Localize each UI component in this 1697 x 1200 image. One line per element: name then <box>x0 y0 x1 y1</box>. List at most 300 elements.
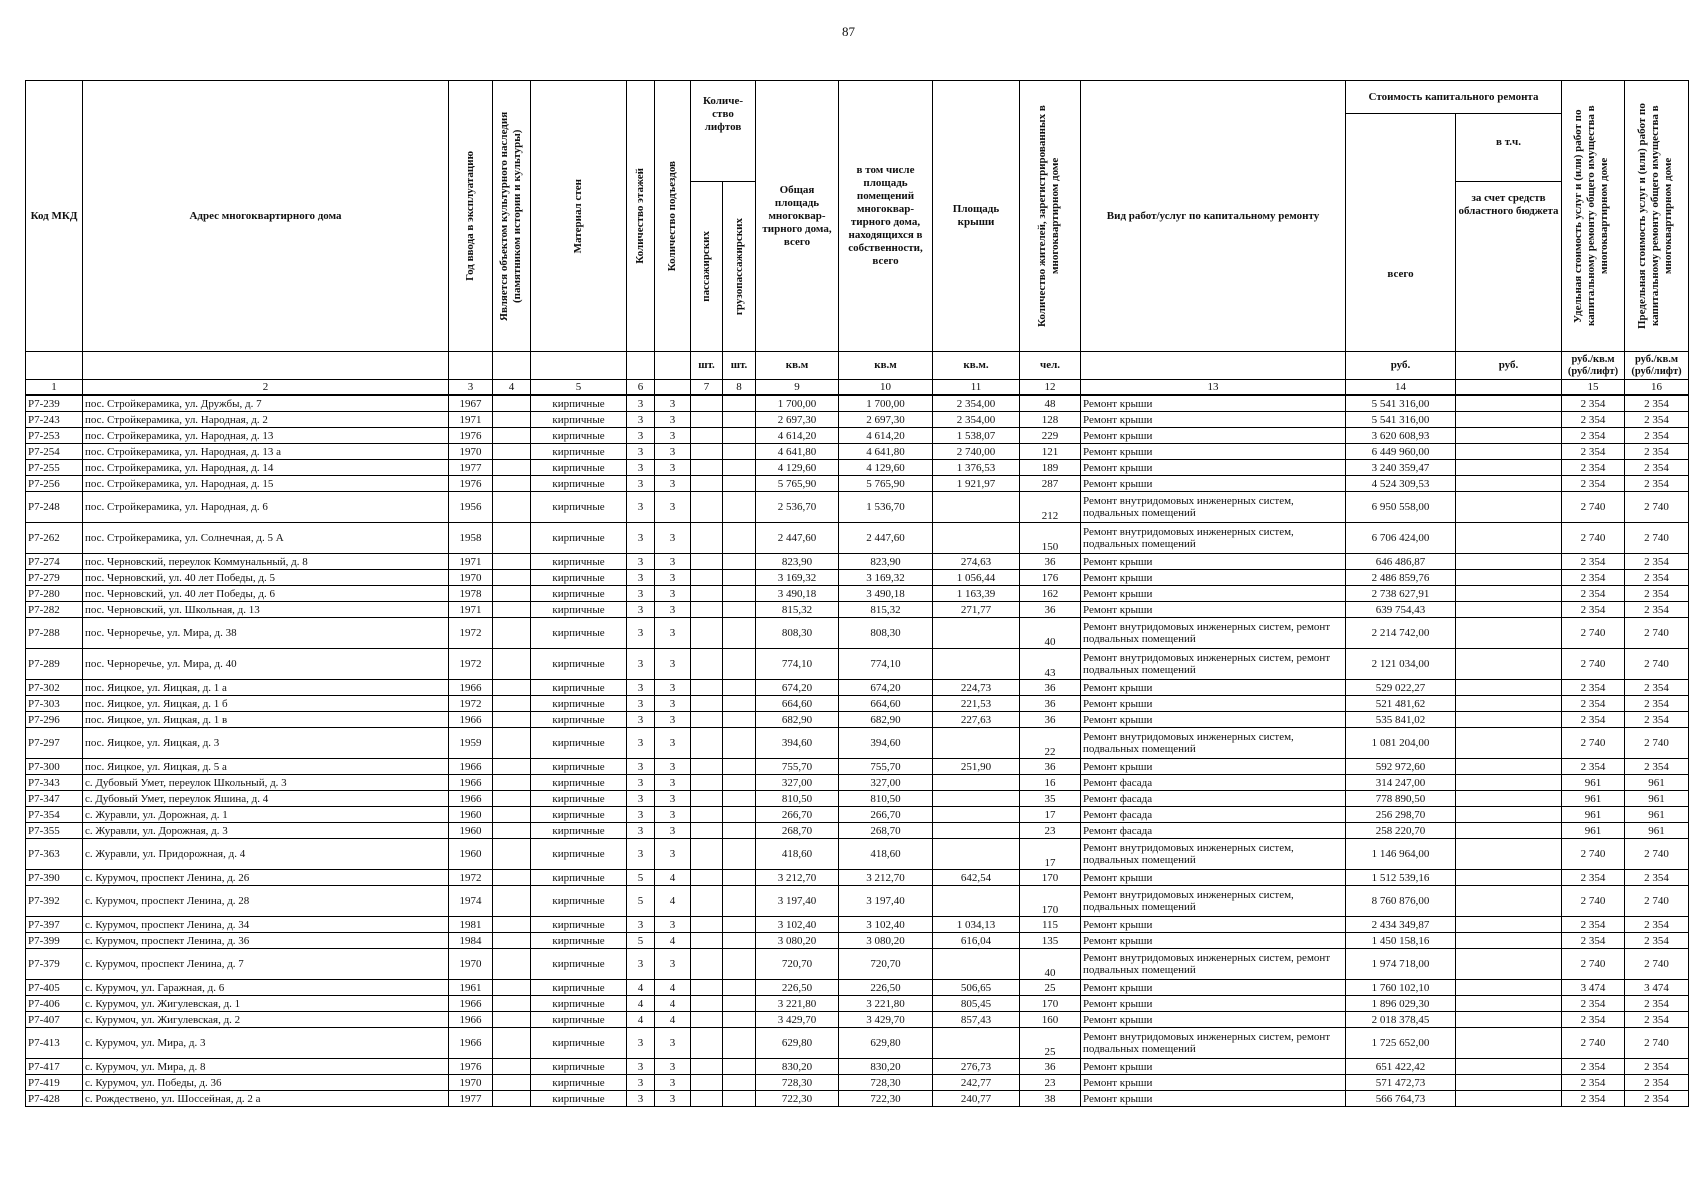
cell-entrances: 3 <box>655 759 691 775</box>
cell-work-type: Ремонт крыши <box>1081 759 1346 775</box>
table-row <box>26 870 1689 886</box>
cell-max-cost: 2 740 <box>1625 839 1689 870</box>
cell-floors: 3 <box>627 680 655 696</box>
table-row <box>26 649 1689 680</box>
cell-code: Р7-302 <box>26 680 83 696</box>
cell-address: пос. Яицкое, ул. Яицкая, д. 1 в <box>83 712 449 728</box>
cell-work-type: Ремонт внутридомовых инженерных систем, подвальных помещений <box>1081 523 1346 554</box>
cell-lifts-pass <box>691 712 723 728</box>
cell-heritage <box>493 412 531 428</box>
cell-address: с. Курумоч, ул. Жигулевская, д. 1 <box>83 996 449 1012</box>
cell-residents: 115 <box>1020 917 1081 933</box>
cell-lifts-pass <box>691 1059 723 1075</box>
cell-roof-area: 2 740,00 <box>933 444 1020 460</box>
cell-cost-regional <box>1456 870 1562 886</box>
cell-owned-area: 3 221,80 <box>839 996 933 1012</box>
cell-unit-cost: 2 354 <box>1562 460 1625 476</box>
cell-lifts-pass <box>691 886 723 917</box>
cell-address: пос. Яицкое, ул. Яицкая, д. 5 а <box>83 759 449 775</box>
cell-year: 1972 <box>449 618 493 649</box>
cell-address: пос. Черновский, ул. Школьная, д. 13 <box>83 602 449 618</box>
cell-heritage <box>493 649 531 680</box>
cell-floors: 3 <box>627 696 655 712</box>
cell-floors: 3 <box>627 791 655 807</box>
cell-material: кирпичные <box>531 696 627 712</box>
cell-max-cost: 2 354 <box>1625 570 1689 586</box>
cell-unit-cost: 2 354 <box>1562 1059 1625 1075</box>
cell-cost-total: 1 896 029,30 <box>1346 996 1456 1012</box>
cell-work-type: Ремонт крыши <box>1081 586 1346 602</box>
cell-year: 1976 <box>449 428 493 444</box>
table-row <box>26 570 1689 586</box>
cell-roof-area: 1 034,13 <box>933 917 1020 933</box>
cell-total-area: 2 697,30 <box>756 412 839 428</box>
cell-unit-cost: 2 354 <box>1562 933 1625 949</box>
cell-lifts-pass <box>691 1012 723 1028</box>
cell-total-area: 4 614,20 <box>756 428 839 444</box>
table-row <box>26 1059 1689 1075</box>
table-row <box>26 444 1689 460</box>
cell-roof-area: 221,53 <box>933 696 1020 712</box>
cell-cost-total: 1 450 158,16 <box>1346 933 1456 949</box>
table-row <box>26 460 1689 476</box>
header-address: Адрес многоквартирного дома <box>83 81 449 352</box>
cell-year: 1960 <box>449 839 493 870</box>
cell-heritage <box>493 996 531 1012</box>
cell-year: 1966 <box>449 791 493 807</box>
cell-entrances: 3 <box>655 791 691 807</box>
cell-total-area: 268,70 <box>756 823 839 839</box>
cell-address: с. Рождествено, ул. Шоссейная, д. 2 а <box>83 1091 449 1107</box>
cell-heritage <box>493 791 531 807</box>
cell-address: с. Курумоч, ул. Мира, д. 8 <box>83 1059 449 1075</box>
cell-total-area: 823,90 <box>756 554 839 570</box>
cell-residents: 17 <box>1020 839 1081 870</box>
cell-entrances: 4 <box>655 1012 691 1028</box>
cell-address: с. Дубовый Умет, переулок Школьный, д. 3 <box>83 775 449 791</box>
cell-heritage <box>493 492 531 523</box>
cell-cost-regional <box>1456 933 1562 949</box>
cell-lifts-cargo <box>723 807 756 823</box>
cell-cost-total: 4 524 309,53 <box>1346 476 1456 492</box>
cell-total-area: 2 536,70 <box>756 492 839 523</box>
header-residents: Количество жителей, зарегистрированных в многоквартирном доме <box>1036 105 1061 327</box>
cell-lifts-pass <box>691 444 723 460</box>
cell-lifts-cargo <box>723 917 756 933</box>
cell-floors: 3 <box>627 428 655 444</box>
cell-total-area: 394,60 <box>756 728 839 759</box>
cell-material: кирпичные <box>531 1028 627 1059</box>
cell-year: 1974 <box>449 886 493 917</box>
cell-residents: 48 <box>1020 395 1081 412</box>
table-row <box>26 712 1689 728</box>
cell-max-cost: 2 354 <box>1625 680 1689 696</box>
cell-heritage <box>493 933 531 949</box>
cell-cost-total: 1 146 964,00 <box>1346 839 1456 870</box>
cell-roof-area <box>933 728 1020 759</box>
unit-rub-2: руб. <box>1456 352 1562 380</box>
col-number: 8 <box>723 380 756 396</box>
cell-material: кирпичные <box>531 917 627 933</box>
cell-floors: 3 <box>627 523 655 554</box>
cell-cost-total: 566 764,73 <box>1346 1091 1456 1107</box>
header-max-cost: Предельная стоимость услуг и (или) работ по капитальному ремонту общего имущества в многоквартирном доме <box>1635 103 1674 329</box>
cell-unit-cost: 2 740 <box>1562 949 1625 980</box>
cell-roof-area: 2 354,00 <box>933 395 1020 412</box>
cell-year: 1971 <box>449 602 493 618</box>
cell-lifts-cargo <box>723 476 756 492</box>
cell-address: пос. Яицкое, ул. Яицкая, д. 3 <box>83 728 449 759</box>
cell-work-type: Ремонт крыши <box>1081 917 1346 933</box>
cell-material: кирпичные <box>531 728 627 759</box>
cell-lifts-cargo <box>723 870 756 886</box>
cell-total-area: 3 169,32 <box>756 570 839 586</box>
cell-code: Р7-413 <box>26 1028 83 1059</box>
cell-lifts-pass <box>691 696 723 712</box>
cell-unit-cost: 2 354 <box>1562 570 1625 586</box>
cell-owned-area: 4 129,60 <box>839 460 933 476</box>
cell-floors: 5 <box>627 870 655 886</box>
cell-lifts-cargo <box>723 1091 756 1107</box>
cell-address: с. Дубовый Умет, переулок Яшина, д. 4 <box>83 791 449 807</box>
cell-lifts-cargo <box>723 586 756 602</box>
cell-work-type: Ремонт крыши <box>1081 460 1346 476</box>
cell-entrances: 3 <box>655 807 691 823</box>
cell-entrances: 4 <box>655 996 691 1012</box>
cell-address: пос. Стройкерамика, ул. Народная, д. 15 <box>83 476 449 492</box>
cell-total-area: 815,32 <box>756 602 839 618</box>
cell-residents: 160 <box>1020 1012 1081 1028</box>
cell-code: Р7-300 <box>26 759 83 775</box>
cell-max-cost: 3 474 <box>1625 980 1689 996</box>
cell-roof-area: 1 921,97 <box>933 476 1020 492</box>
cell-cost-regional <box>1456 759 1562 775</box>
cell-floors: 3 <box>627 839 655 870</box>
col-number: 2 <box>83 380 449 396</box>
cell-owned-area: 4 641,80 <box>839 444 933 460</box>
cell-material: кирпичные <box>531 570 627 586</box>
cell-material: кирпичные <box>531 1091 627 1107</box>
cell-total-area: 728,30 <box>756 1075 839 1091</box>
cell-lifts-cargo <box>723 554 756 570</box>
cell-lifts-pass <box>691 980 723 996</box>
cell-roof-area <box>933 807 1020 823</box>
header-floors: Количество этажей <box>634 168 646 264</box>
cell-residents: 170 <box>1020 886 1081 917</box>
table-row <box>26 618 1689 649</box>
cell-cost-regional <box>1456 807 1562 823</box>
header-work-type: Вид работ/услуг по капитальному ремонту <box>1081 81 1346 352</box>
cell-cost-regional <box>1456 696 1562 712</box>
cell-roof-area: 224,73 <box>933 680 1020 696</box>
cell-cost-total: 314 247,00 <box>1346 775 1456 791</box>
col-number: 5 <box>531 380 627 396</box>
cell-total-area: 5 765,90 <box>756 476 839 492</box>
cell-lifts-pass <box>691 395 723 412</box>
cell-lifts-pass <box>691 492 723 523</box>
cell-unit-cost: 3 474 <box>1562 980 1625 996</box>
cell-cost-regional <box>1456 996 1562 1012</box>
cell-material: кирпичные <box>531 395 627 412</box>
cell-floors: 3 <box>627 1091 655 1107</box>
header-lifts-cargo: грузопассажирских <box>732 217 745 316</box>
cell-cost-total: 1 760 102,10 <box>1346 980 1456 996</box>
cell-cost-regional <box>1456 428 1562 444</box>
cell-heritage <box>493 807 531 823</box>
cell-heritage <box>493 602 531 618</box>
cell-work-type: Ремонт крыши <box>1081 1075 1346 1091</box>
cell-residents: 38 <box>1020 1091 1081 1107</box>
cell-owned-area: 682,90 <box>839 712 933 728</box>
cell-material: кирпичные <box>531 870 627 886</box>
cell-cost-regional <box>1456 775 1562 791</box>
cell-entrances: 3 <box>655 554 691 570</box>
cell-entrances: 3 <box>655 618 691 649</box>
cell-year: 1970 <box>449 949 493 980</box>
cell-roof-area <box>933 949 1020 980</box>
cell-work-type: Ремонт внутридомовых инженерных систем, подвальных помещений <box>1081 492 1346 523</box>
cell-lifts-cargo <box>723 523 756 554</box>
cell-lifts-cargo <box>723 728 756 759</box>
cell-unit-cost: 2 354 <box>1562 917 1625 933</box>
cell-unit-cost: 2 354 <box>1562 1091 1625 1107</box>
cell-address: пос. Стройкерамика, ул. Дружбы, д. 7 <box>83 395 449 412</box>
cell-owned-area: 3 212,70 <box>839 870 933 886</box>
unit-rubsqm-2: руб./кв.м (руб/лифт) <box>1625 352 1689 380</box>
cell-cost-regional <box>1456 917 1562 933</box>
cell-heritage <box>493 1028 531 1059</box>
cell-address: пос. Стройкерамика, ул. Народная, д. 13 а <box>83 444 449 460</box>
cell-entrances: 3 <box>655 395 691 412</box>
cell-lifts-cargo <box>723 886 756 917</box>
cell-heritage <box>493 696 531 712</box>
cell-address: пос. Яицкое, ул. Яицкая, д. 1 а <box>83 680 449 696</box>
cell-cost-regional <box>1456 554 1562 570</box>
cell-entrances: 3 <box>655 1059 691 1075</box>
cell-unit-cost: 2 354 <box>1562 444 1625 460</box>
cell-unit-cost: 2 354 <box>1562 586 1625 602</box>
cell-total-area: 664,60 <box>756 696 839 712</box>
cell-heritage <box>493 870 531 886</box>
cell-residents: 170 <box>1020 870 1081 886</box>
cell-entrances: 3 <box>655 428 691 444</box>
cell-address: пос. Черновский, ул. 40 лет Победы, д. 6 <box>83 586 449 602</box>
cell-lifts-pass <box>691 649 723 680</box>
cell-owned-area: 3 080,20 <box>839 933 933 949</box>
cell-cost-total: 5 541 316,00 <box>1346 395 1456 412</box>
col-number: 14 <box>1346 380 1456 396</box>
cell-owned-area: 722,30 <box>839 1091 933 1107</box>
cell-owned-area: 830,20 <box>839 1059 933 1075</box>
cell-lifts-cargo <box>723 839 756 870</box>
cell-cost-total: 646 486,87 <box>1346 554 1456 570</box>
cell-cost-regional <box>1456 444 1562 460</box>
cell-lifts-cargo <box>723 395 756 412</box>
cell-residents: 17 <box>1020 807 1081 823</box>
cell-lifts-pass <box>691 728 723 759</box>
header-cost-total: всего <box>1346 114 1456 352</box>
cell-lifts-cargo <box>723 1075 756 1091</box>
cell-heritage <box>493 1091 531 1107</box>
cell-year: 1966 <box>449 996 493 1012</box>
cell-cost-total: 521 481,62 <box>1346 696 1456 712</box>
table-row <box>26 395 1689 412</box>
cell-unit-cost: 2 354 <box>1562 696 1625 712</box>
cell-unit-cost: 2 354 <box>1562 602 1625 618</box>
cell-year: 1966 <box>449 1028 493 1059</box>
cell-cost-total: 651 422,42 <box>1346 1059 1456 1075</box>
cell-work-type: Ремонт внутридомовых инженерных систем, ремонт подвальных помещений <box>1081 618 1346 649</box>
cell-address: с. Журавли, ул. Дорожная, д. 1 <box>83 807 449 823</box>
cell-unit-cost: 2 354 <box>1562 395 1625 412</box>
cell-owned-area: 3 429,70 <box>839 1012 933 1028</box>
table-row <box>26 823 1689 839</box>
cell-lifts-pass <box>691 870 723 886</box>
cell-work-type: Ремонт крыши <box>1081 444 1346 460</box>
cell-roof-area <box>933 886 1020 917</box>
cell-code: Р7-262 <box>26 523 83 554</box>
cell-lifts-cargo <box>723 712 756 728</box>
cell-code: Р7-407 <box>26 1012 83 1028</box>
cell-heritage <box>493 460 531 476</box>
cell-owned-area: 226,50 <box>839 980 933 996</box>
cell-lifts-cargo <box>723 570 756 586</box>
cell-lifts-pass <box>691 1075 723 1091</box>
cell-work-type: Ремонт крыши <box>1081 395 1346 412</box>
col-number: 6 <box>627 380 655 396</box>
cell-lifts-pass <box>691 412 723 428</box>
cell-address: пос. Стройкерамика, ул. Народная, д. 2 <box>83 412 449 428</box>
cell-owned-area: 327,00 <box>839 775 933 791</box>
cell-roof-area <box>933 649 1020 680</box>
cell-floors: 5 <box>627 886 655 917</box>
table-row <box>26 775 1689 791</box>
cell-unit-cost: 2 740 <box>1562 618 1625 649</box>
table-row <box>26 1075 1689 1091</box>
cell-max-cost: 2 354 <box>1625 428 1689 444</box>
cell-roof-area <box>933 1028 1020 1059</box>
cell-owned-area: 720,70 <box>839 949 933 980</box>
cell-total-area: 629,80 <box>756 1028 839 1059</box>
cell-material: кирпичные <box>531 618 627 649</box>
cell-roof-area <box>933 523 1020 554</box>
cell-entrances: 3 <box>655 949 691 980</box>
cell-heritage <box>493 886 531 917</box>
cell-cost-total: 639 754,43 <box>1346 602 1456 618</box>
cell-floors: 3 <box>627 728 655 759</box>
cell-heritage <box>493 839 531 870</box>
cell-unit-cost: 2 354 <box>1562 412 1625 428</box>
cell-roof-area: 506,65 <box>933 980 1020 996</box>
cell-year: 1976 <box>449 1059 493 1075</box>
cell-lifts-pass <box>691 949 723 980</box>
cell-residents: 36 <box>1020 1059 1081 1075</box>
header-cost: Стоимость капитального ремонта <box>1346 81 1562 114</box>
cell-entrances: 3 <box>655 523 691 554</box>
col-number: 12 <box>1020 380 1081 396</box>
cell-work-type: Ремонт крыши <box>1081 680 1346 696</box>
cell-material: кирпичные <box>531 791 627 807</box>
cell-roof-area: 276,73 <box>933 1059 1020 1075</box>
cell-floors: 3 <box>627 412 655 428</box>
cell-roof-area: 1 056,44 <box>933 570 1020 586</box>
cell-code: Р7-354 <box>26 807 83 823</box>
cell-heritage <box>493 395 531 412</box>
table-row <box>26 586 1689 602</box>
cell-work-type: Ремонт крыши <box>1081 980 1346 996</box>
cell-entrances: 3 <box>655 460 691 476</box>
table-row <box>26 1028 1689 1059</box>
cell-year: 1976 <box>449 476 493 492</box>
cell-lifts-pass <box>691 554 723 570</box>
cell-lifts-cargo <box>723 618 756 649</box>
unit-rub-1: руб. <box>1346 352 1456 380</box>
cell-cost-regional <box>1456 680 1562 696</box>
table-row <box>26 476 1689 492</box>
cell-code: Р7-347 <box>26 791 83 807</box>
cell-year: 1971 <box>449 412 493 428</box>
cell-cost-regional <box>1456 602 1562 618</box>
cell-residents: 36 <box>1020 602 1081 618</box>
cell-lifts-pass <box>691 775 723 791</box>
cell-material: кирпичные <box>531 996 627 1012</box>
cell-material: кирпичные <box>531 444 627 460</box>
cell-material: кирпичные <box>531 775 627 791</box>
cell-cost-regional <box>1456 492 1562 523</box>
cell-total-area: 810,50 <box>756 791 839 807</box>
col-number: 3 <box>449 380 493 396</box>
cell-work-type: Ремонт фасада <box>1081 823 1346 839</box>
unit-sqm-1: кв.м <box>756 352 839 380</box>
cell-entrances: 3 <box>655 775 691 791</box>
cell-lifts-cargo <box>723 492 756 523</box>
cell-total-area: 266,70 <box>756 807 839 823</box>
cell-max-cost: 2 354 <box>1625 712 1689 728</box>
cell-lifts-cargo <box>723 949 756 980</box>
table-row <box>26 428 1689 444</box>
cell-unit-cost: 2 740 <box>1562 492 1625 523</box>
cell-entrances: 4 <box>655 933 691 949</box>
cell-total-area: 3 212,70 <box>756 870 839 886</box>
cell-unit-cost: 2 740 <box>1562 1028 1625 1059</box>
cell-heritage <box>493 1059 531 1075</box>
cell-cost-total: 571 472,73 <box>1346 1075 1456 1091</box>
cell-total-area: 830,20 <box>756 1059 839 1075</box>
cell-total-area: 674,20 <box>756 680 839 696</box>
cell-material: кирпичные <box>531 554 627 570</box>
cell-cost-total: 3 620 608,93 <box>1346 428 1456 444</box>
table-row <box>26 759 1689 775</box>
cell-cost-regional <box>1456 980 1562 996</box>
cell-residents: 287 <box>1020 476 1081 492</box>
cell-year: 1970 <box>449 444 493 460</box>
cell-unit-cost: 2 740 <box>1562 649 1625 680</box>
header-total-area: Общая площадь многоквар-тирного дома, всего <box>756 81 839 352</box>
cell-heritage <box>493 618 531 649</box>
cell-address: с. Курумоч, ул. Гаражная, д. 6 <box>83 980 449 996</box>
cell-max-cost: 2 354 <box>1625 870 1689 886</box>
cell-address: пос. Черновский, переулок Коммунальный, д. 8 <box>83 554 449 570</box>
cell-unit-cost: 961 <box>1562 807 1625 823</box>
page-number: 87 <box>842 24 855 39</box>
table-row <box>26 980 1689 996</box>
cell-floors: 3 <box>627 807 655 823</box>
cell-entrances: 3 <box>655 1091 691 1107</box>
table-row <box>26 492 1689 523</box>
cell-cost-total: 1 512 539,16 <box>1346 870 1456 886</box>
cell-lifts-pass <box>691 933 723 949</box>
cell-total-area: 4 641,80 <box>756 444 839 460</box>
